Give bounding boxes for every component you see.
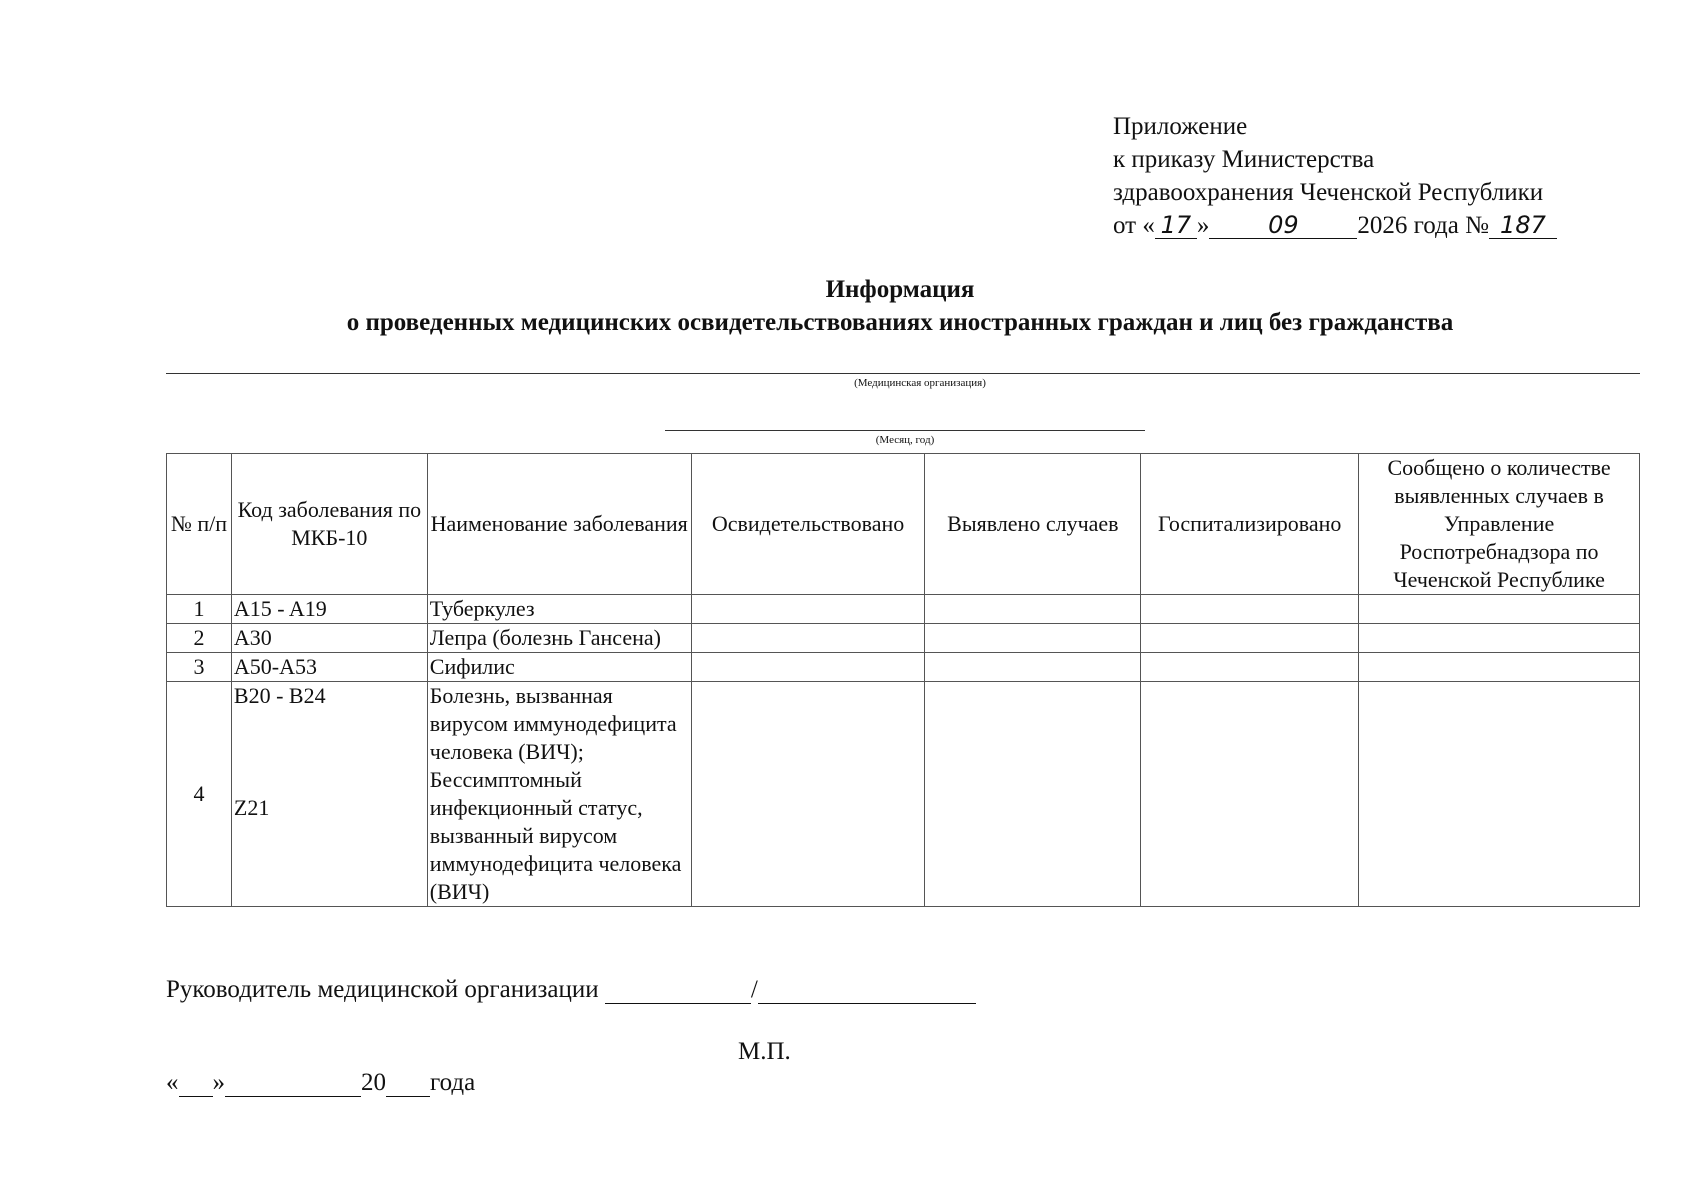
table-row xyxy=(167,624,1640,653)
data-table xyxy=(166,453,1640,907)
row-name: Лепра (болезнь Гансена) xyxy=(427,624,691,653)
appendix-line-3: здравоохранения Чеченской Республики xyxy=(1113,179,1544,206)
row-num: 4 xyxy=(167,682,232,907)
table-row xyxy=(167,682,1640,907)
stamp-label: М.П. xyxy=(738,1038,791,1065)
row-name: Туберкулез xyxy=(427,595,691,624)
cell-reported[interactable] xyxy=(1359,682,1640,907)
row-code: A15 - A19 xyxy=(231,595,427,624)
header-examined: Освидетельствовано xyxy=(691,454,925,595)
row-code: A30 xyxy=(231,624,427,653)
row-num: 2 xyxy=(167,624,232,653)
cell-examined[interactable] xyxy=(691,595,925,624)
cell-reported[interactable] xyxy=(1359,653,1640,682)
row-name: Болезнь, вызванная вирусом иммунодефицита человека (ВИЧ); Бессимптомный инфекционный статус, вызванный вирусом иммунодефицита человека (ВИЧ) xyxy=(427,682,691,907)
header-code: Код заболевания по МКБ-10 xyxy=(231,454,427,595)
header-num: № п/п xyxy=(167,454,232,595)
table-row xyxy=(167,653,1640,682)
header-detected: Выявлено случаев xyxy=(925,454,1141,595)
order-year-text: 2026 года № xyxy=(1357,212,1489,239)
appendix-block xyxy=(1113,110,1557,242)
cell-examined[interactable] xyxy=(691,682,925,907)
signature-line xyxy=(166,975,976,1004)
cell-hospitalized[interactable] xyxy=(1141,682,1359,907)
date-month-blank[interactable] xyxy=(225,1068,361,1097)
cell-examined[interactable] xyxy=(691,653,925,682)
date-century: 20 xyxy=(361,1069,386,1096)
row-num: 3 xyxy=(167,653,232,682)
document-subtitle: о проведенных медицинских освидетельствованиях иностранных граждан и лиц без гражданства xyxy=(346,309,1454,336)
cell-hospitalized[interactable] xyxy=(1141,624,1359,653)
date-year-blank[interactable] xyxy=(386,1068,430,1097)
order-month: 09 xyxy=(1209,212,1357,239)
appendix-line-2: к приказу Министерства xyxy=(1113,146,1375,173)
period-line xyxy=(665,430,1145,431)
cell-hospitalized[interactable] xyxy=(1141,653,1359,682)
cell-detected[interactable] xyxy=(925,624,1141,653)
order-day: 17 xyxy=(1155,212,1197,239)
header-name: Наименование заболевания xyxy=(427,454,691,595)
row-code xyxy=(231,682,427,907)
cell-detected[interactable] xyxy=(925,682,1141,907)
row-num: 1 xyxy=(167,595,232,624)
organization-caption: (Медицинская организация) xyxy=(854,377,986,389)
header-hospitalized: Госпитализировано xyxy=(1141,454,1359,595)
signature-name-blank[interactable] xyxy=(758,975,976,1004)
cell-examined[interactable] xyxy=(691,624,925,653)
organization-line xyxy=(166,373,1640,374)
signature-date-line xyxy=(166,1068,475,1097)
date-close-quote: » xyxy=(212,1069,225,1096)
date-open-quote: « xyxy=(166,1069,179,1096)
table-header-row xyxy=(167,454,1640,595)
row-name: Сифилис xyxy=(427,653,691,682)
cell-detected[interactable] xyxy=(925,595,1141,624)
cell-hospitalized[interactable] xyxy=(1141,595,1359,624)
appendix-date-line xyxy=(1113,209,1557,242)
cell-reported[interactable] xyxy=(1359,595,1640,624)
order-number: 187 xyxy=(1489,212,1557,239)
appendix-line-1: Приложение xyxy=(1113,113,1248,140)
signature-label: Руководитель медицинской организации xyxy=(166,976,599,1003)
table-row xyxy=(167,595,1640,624)
cell-detected[interactable] xyxy=(925,653,1141,682)
date-day-blank[interactable] xyxy=(179,1068,213,1097)
signature-blank[interactable] xyxy=(605,975,751,1004)
period-caption: (Месяц, год) xyxy=(875,434,935,446)
date-prefix: от « xyxy=(1113,212,1155,239)
row-code-secondary: Z21 xyxy=(233,795,270,820)
date-quote-close: » xyxy=(1196,212,1210,239)
date-year-word: года xyxy=(430,1069,476,1096)
row-code-primary: B20 - B24 xyxy=(233,683,326,708)
header-reported: Сообщено о количестве выявленных случаев в Управление Роспотребнадзора по Чеченской Республике xyxy=(1359,454,1640,595)
document-title: Информация xyxy=(825,276,975,303)
cell-reported[interactable] xyxy=(1359,624,1640,653)
row-code: A50-A53 xyxy=(231,653,427,682)
signature-slash: / xyxy=(750,976,758,1003)
